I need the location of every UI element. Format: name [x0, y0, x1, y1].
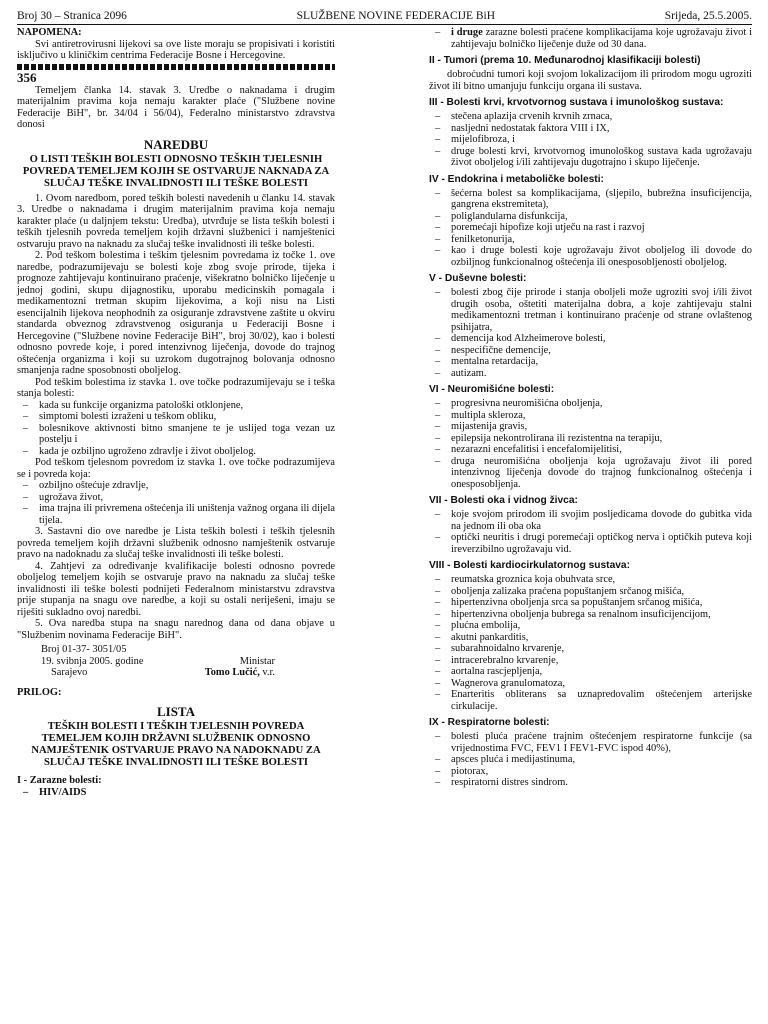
prilog-label: PRILOG: [17, 686, 62, 698]
minister-vr: v.r. [259, 667, 275, 678]
minister-role: Ministar [239, 655, 275, 667]
list-item: – poremećaji hipofize koji utječu na rast i razvoj [435, 222, 645, 233]
gazette-page [17, 9, 752, 798]
document-number: Broj 01-37- 3051/05 [41, 644, 127, 655]
list-item: – bolesti zbog čije prirode i stanja oboljeli može ugroziti svoj i/ili život drugih osoba, oštetiti materijalna dobra, a koje zahtijevaju stalni medikamentozni tretman i kontinuirano praćenje od strane ovlaštenog psihijatra, [435, 287, 752, 333]
list-item: – druge bolesti krvi, krvotvornog imunološkog sustava kada ugrožavaju život oboljelog i/ili zahtijevaju dugotrajno i skupo liječenje. [435, 145, 752, 168]
paragraph-3: Pod teškim bolestima iz stavka 1. ove točke podrazumijevaju se i teška stanja bolesti: [17, 376, 335, 399]
running-header [17, 9, 752, 25]
list-item: – subarahnoidalno krvarenje, [435, 643, 565, 654]
list-item: – respiratorni distres sindrom. [435, 777, 568, 788]
list-item: – Wagnerova granulomatoza, [435, 677, 565, 689]
list-item: – piotorax, [435, 765, 489, 777]
list-item: – autizam. [435, 367, 487, 379]
section-3-title: III - Bolesti krvi, krvotvornog sustava i imunološkog sustava: [429, 97, 724, 108]
signature-block [17, 644, 335, 679]
list-item: – intracerebralno krvarenje, [435, 654, 559, 666]
list-item: – mijastenija gravis, [435, 421, 528, 432]
section-5-list [429, 287, 752, 379]
lista-subtitle: TEŠKIH BOLESTI I TEŠKIH TJELESNIH POVREDA TEMELJEM KOJIH DRŽAVNI SLUŽBENIK ODNOSNO NAMJEŠTENIK OSTVARUJE PRAVO NA NADOKNADU ZA SLUČAJ TEŠKE INVALIDNOSTI ILI TEŠKE BOLESTI [31, 721, 321, 768]
condition-list [17, 400, 335, 458]
list-item: – optički neuritis i drugi poremećaji optičkog nerva i optičkih puteva koji ireverzibilno ugrožavaju vid. [435, 532, 752, 555]
list-item: – poliglandularna disfunkcija, [435, 210, 568, 222]
right-column [429, 27, 752, 798]
section-2-text: dobroćudni tumori koji svojom lokalizacijom ili prirodom mogu ugroziti život ili bitno umanjuju funkciju organa ili sustava. [429, 69, 752, 92]
section-7-title: VII - Bolesti oka i vidnog živca: [429, 495, 578, 506]
list-item: – bolesti pluća praćene trajnim oštećenjem respiratorne funkcije (sa vrijednostima FVC, FEV1 I FEV1-FVC ispod 40%), [435, 731, 752, 754]
section-7-list [429, 509, 752, 555]
section-1-title: I - Zarazne bolesti: [17, 775, 102, 786]
header-page-number: Broj 30 – Stranica 2096 [17, 10, 127, 22]
section-8-title: VIII - Bolesti kardiocirkulatornog sustava: [429, 560, 630, 571]
list-item: – kada su funkcije organizma patološki otklonjene, [23, 399, 244, 411]
paragraph-1: 1. Ovom naredbom, pored teških bolesti navedenih u članku 14. stavak 3. Uredbe o naknadama i drugim materijalnim pravima koja nemaju karakter plaće (u daljnjem tekstu: Uredba), utvrđuje se lista teških bolesti i teških tjelesnih povreda temeljem kojih državni službenici i namještenici ostvaruju pravo na naknadu za slučaj teške invalidnosti ili teške bolesti. [17, 192, 335, 250]
napomena-title: NAPOMENA: [17, 27, 82, 38]
section-8-list [429, 574, 752, 712]
section-6-title: VI - Neuromišićne bolesti: [429, 384, 555, 395]
section-5-title: V - Duševne bolesti: [429, 273, 527, 284]
list-item: – i druge zarazne bolesti praćene komplikacijama koje ugrožavaju život i zahtijevaju bolničko liječenje duže od 30 dana. [435, 27, 752, 50]
list-item: – nasljedni nedostatak faktora VIII i IX, [435, 122, 610, 134]
paragraph-2: 2. Pod teškom bolestima i teškim tjelesnim povredama iz točke 1. ove naredbe, podrazumijevaju se bolesti koje zbog svoje prirode, tijeka i prognoze zahtijevaju kontinuirano praćenje, višekratno bolničko liječenje u jednoj godini, skupu dijagnostiku, uporabu medicinskih pomagala i medikamentozni tretman skupim lijekovima, a koji nisu na Listi esencijalnih lijekova neophodnih za osiguranje zdravstvene zaštite u okviru standarda obveznog zdravstvenog osiguranja u Federaciji Bosne i Hercegovine ("Službene novine Federacije BiH", broj 30/02), kao i bolesti odnosno povrede koje, i pored intenzivnog liječenja, dovode do trajnog oštećenja organizma i koji su uzrokom dugotrajnog bolovanja odnosno smanjenja radne sposobnosti oboljelog. [17, 250, 335, 376]
paragraph-7: 5. Ova naredba stupa na snagu narednog dana od dana objave u "Službenim novinama Federacije BiH". [17, 618, 335, 641]
napomena-text: Svi antiretrovirusni lijekovi sa ove liste moraju se propisivati i koristiti isključivo u kliničkim centrima Federacije Bosne i Hercegovine. [17, 38, 335, 61]
section-9-list [429, 731, 752, 789]
list-item: – progresivna neuromišićna oboljenja, [435, 398, 603, 409]
list-item: – nezarazni encefalitisi i encefalomijelitisi, [435, 444, 622, 455]
header-date: Srijeda, 25.5.2005. [664, 10, 752, 22]
list-item: – koje svojom prirodom ili svojim posljedicama dovode do gubitka vida na jednom ili oba oka [435, 509, 752, 532]
list-item: – reumatska groznica koja obuhvata srce, [435, 574, 616, 585]
list-item: – hipertenzivna oboljenja srca sa popuštanjem srčanog mišića, [435, 597, 703, 608]
section-4-list [429, 188, 752, 269]
list-item: – kada je ozbiljno ugroženo zdravlje i život oboljelog. [23, 445, 256, 457]
list-item: – bolesnikove aktivnosti bitno smanjene te je uslijed toga vezan uz postelju i [23, 422, 335, 445]
header-publication-title: SLUŽBENE NOVINE FEDERACIJE BiH [296, 10, 496, 22]
list-item: – ugrožava život, [23, 491, 104, 503]
lista-title: LISTA [156, 704, 196, 719]
two-column-body [17, 27, 752, 798]
section-6-list [429, 398, 752, 490]
signing-date: 19. svibnja 2005. godine [41, 655, 144, 667]
section-9-title: IX - Respiratorne bolesti: [429, 717, 550, 728]
list-item: – hipertenzivna oboljenja bubrega sa renalnom insuficijencijom, [435, 608, 711, 620]
list-item: – ozbiljno oštećuje zdravlje, [23, 480, 149, 491]
left-column [17, 27, 335, 798]
list-item: – oboljenja zalizaka praćena popuštanjem srčanog mišića, [435, 585, 685, 597]
injury-list [17, 480, 335, 526]
section-4-title: IV - Endokrina i metaboličke bolesti: [429, 173, 604, 185]
list-item: – mijelofibroza, i [435, 134, 516, 145]
list-item: – akutni pankarditis, [435, 631, 529, 643]
list-item: – mentalna retardacija, [435, 356, 539, 367]
section-3-list [429, 111, 752, 169]
list-item: – stečena aplazija crvenih krvnih zrnaca, [435, 111, 613, 122]
section-separator [17, 64, 335, 70]
list-item: – plućna embolija, [435, 620, 521, 631]
list-item: – šećerna bolest sa komplikacijama, (sljepilo, bubrežna insuficijencija, gangrena ekstremiteta), [435, 187, 752, 210]
list-item: – epilepsija nekontrolirana ili rezistentna na terapiju, [435, 432, 663, 444]
section-2-title: II - Tumori (prema 10. Međunarodnoj klasifikaciji bolesti) [429, 55, 701, 66]
list-item: – simptomi bolesti izraženi u teškom obliku, [23, 411, 217, 422]
decree-title: NAREDBU [143, 136, 209, 152]
list-item: – apsces pluća i medijastinuma, [435, 754, 576, 765]
list-item: – nespecifične demencije, [435, 344, 551, 356]
paragraph-4: Pod teškom tjelesnom povredom iz stavka 1. ove točke podrazumijeva se i povreda koja: [17, 457, 335, 480]
act-number: 356 [17, 69, 37, 85]
paragraph-5: 3. Sastavni dio ove naredbe je Lista teških bolesti i teških tjelesnih povreda temeljem kojih državni službenik odnosno namještenik ostvaruje pravo na nadoknadu za slučaj teške invalidnosti ili teške bolesti. [17, 526, 335, 560]
preamble: Temeljem članka 14. stavak 3. Uredbe o naknadama i drugim materijalnim pravima koja nemaju karakter plaće ("Službene novine Federacije BiH", br. 34/04 i 56/04), Federalno ministarstvo zdravstva donosi [17, 84, 335, 130]
signing-place: Sarajevo [51, 667, 88, 678]
list-item: – kao i druge bolesti koje ugrožavaju život oboljelog ili dovode do ozbiljnog funkcionalnog oštećenja ili onesposobljenosti oboljelog. [435, 245, 752, 268]
list-item: – Enarteritis obliterans sa uznapredovalim oštećenjem arterijske cirkulacije. [435, 689, 752, 712]
list-item: – ima trajna ili privremena oštećenja ili uništenja važnog organa ili dijela tijela. [23, 503, 335, 526]
decree-subtitle: O LISTI TEŠKIH BOLESTI ODNOSNO TEŠKIH TJELESNIH POVREDA TEMELJEM KOJIH SE OSTVARUJE NAKNADA ZA SLUČAJ TEŠKE INVALIDNOSTI ILI TEŠKE BOLESTI [22, 153, 330, 189]
list-item: – druga neuromišićna oboljenja koja ugrožavaju život ili pored intenzivnog liječenja dovode do trajnog funkcionalnog oštećenja i onesposobljenja. [435, 455, 752, 490]
list-item: – demencija kod Alzheimerove bolesti, [435, 333, 606, 344]
paragraph-6: 4. Zahtjevi za određivanje kvalifikacije bolesti odnosno povrede oboljelog temeljem kojih se ostvaruje pravo na naknadu za slučaj teške invalidnosti ili teške bolesti podnijeti Federalnom ministarstvu zdravstva prije stupanja na snagu ove naredbe, a koji su ostali neriješeni, imaju se riješiti sukladno ovoj naredbi. [17, 560, 335, 618]
minister-name: Tomo Lučić, [204, 667, 260, 678]
list-item: – fenilketonurija, [435, 233, 515, 245]
list-item: – multipla skleroza, [435, 409, 526, 421]
list-item: – HIV/AIDS [23, 786, 87, 798]
list-item: – aortalna rascjepljenja, [435, 666, 543, 677]
